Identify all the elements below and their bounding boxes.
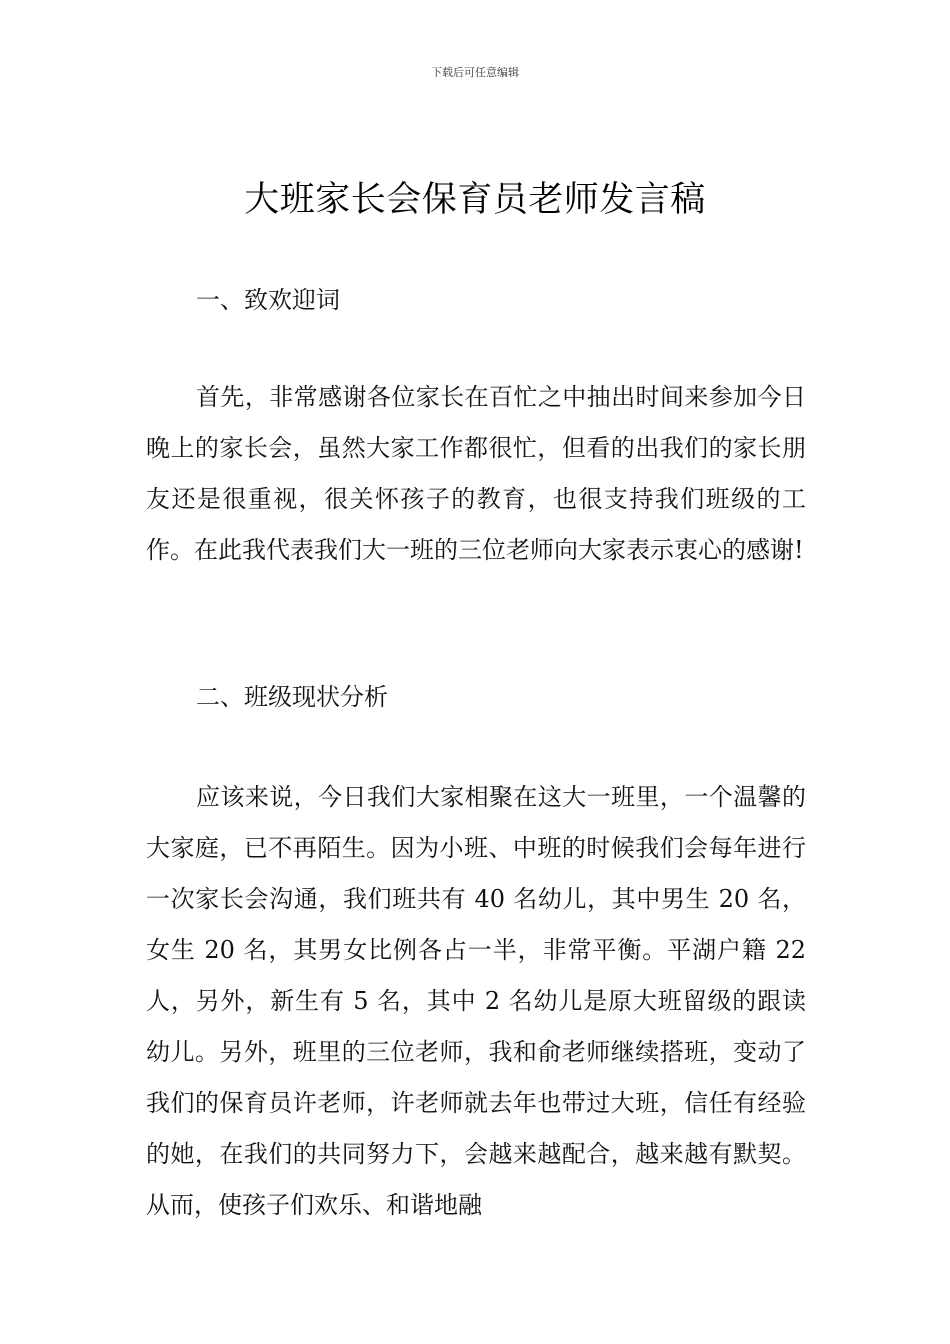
section-body-class-status [146,772,806,1231]
document-title: 大班家长会保育员老师发言稿 [244,180,706,220]
section-heading-class-status: 二、班级现状分析 [196,683,388,711]
header-note: 下载后可任意编辑 [431,66,519,79]
paragraph-welcome: 首先，非常感谢各位家长在百忙之中抽出时间来参加今日晚上的家长会，虽然大家工作都很忙，但看的出我们的家长朋友还是很重视，很关怀孩子的教育，也很支持我们班级的工作。在此我代表我们大一班的三位老师向大家表示衷心的感谢! [146,383,806,564]
paragraph-class-status: 应该来说，今日我们大家相聚在这大一班里，一个温馨的大家庭，已不再陌生。因为小班、中班的时候我们会每年进行一次家长会沟通，我们班共有 40 名幼儿，其中男生 20 名，女生 20 名，其男女比例各占一半，非常平衡。平湖户籍 22 人，另外，新生有 5 名，其中 2 名幼儿是原大班留级的跟读幼儿。另外，班里的三位老师，我和俞老师继续搭班，变动了我们的保育员许老师，许老师就去年也带过大班，信任有经验的她，在我们的共同努力下，会越来越配合，越来越有默契。从而，使孩子们欢乐、和谐地融 [146,783,806,1219]
section-body-welcome [146,372,806,576]
section-heading-welcome: 一、致欢迎词 [196,286,340,314]
